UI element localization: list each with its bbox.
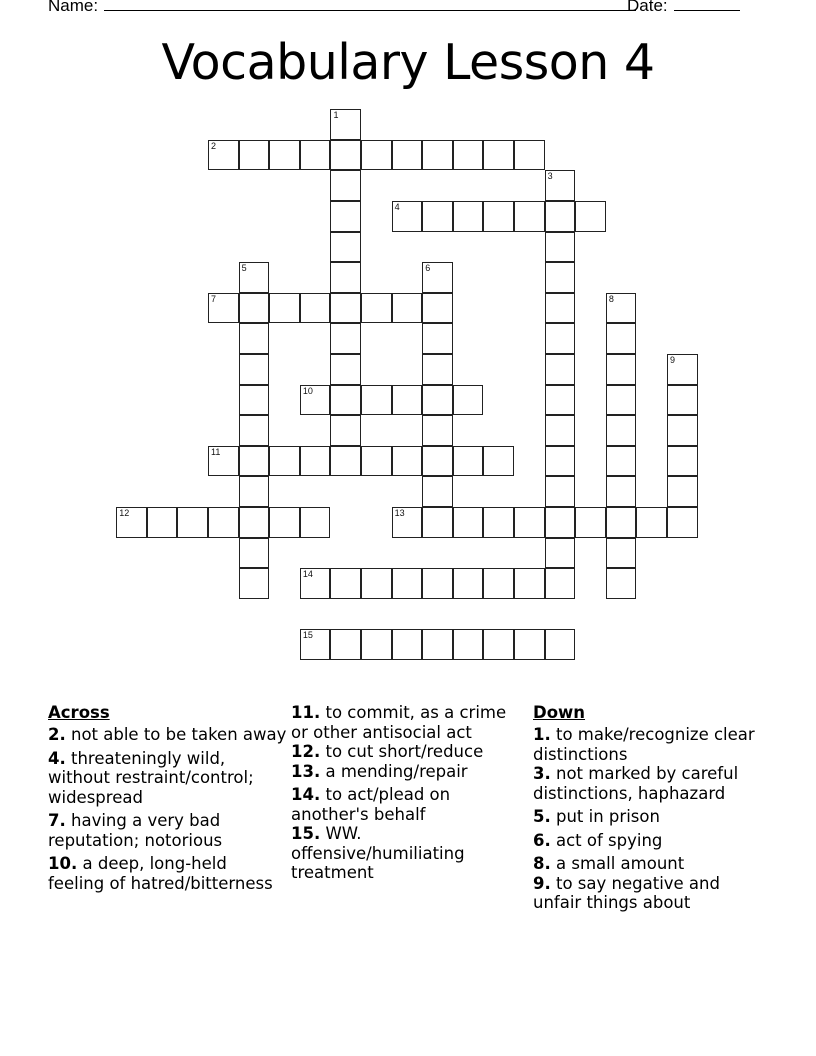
- date-blank-line[interactable]: [674, 0, 740, 11]
- clue-across-2: [48, 725, 288, 745]
- grid-cell[interactable]: [361, 446, 392, 477]
- grid-cell[interactable]: [208, 293, 239, 324]
- clue-number: 15.: [291, 824, 321, 843]
- clue-across-11: [291, 703, 526, 742]
- grid-cell[interactable]: [606, 476, 637, 507]
- clue-across-12: [291, 742, 526, 762]
- grid-cell[interactable]: [483, 446, 514, 477]
- grid-cell[interactable]: [239, 323, 270, 354]
- grid-cell[interactable]: [300, 293, 331, 324]
- grid-cell[interactable]: [422, 293, 453, 324]
- grid-cell[interactable]: [545, 415, 576, 446]
- grid-cell[interactable]: [606, 293, 637, 324]
- grid-cell[interactable]: [453, 446, 484, 477]
- across-heading: Across: [48, 703, 110, 722]
- clue-down-3: [533, 764, 773, 803]
- clue-text: to act/plead on another's behalf: [291, 785, 451, 824]
- crossword-grid: [117, 110, 717, 670]
- cell-number: 7: [211, 293, 217, 304]
- clue-number: 14.: [291, 785, 321, 804]
- grid-cell[interactable]: [361, 629, 392, 660]
- grid-cell[interactable]: [392, 568, 423, 599]
- grid-cell[interactable]: [330, 385, 361, 416]
- clue-text: act of spying: [556, 830, 663, 850]
- grid-cell[interactable]: [239, 262, 270, 293]
- grid-cell[interactable]: [422, 568, 453, 599]
- grid-cell[interactable]: [239, 385, 270, 416]
- grid-cell[interactable]: [545, 476, 576, 507]
- cell-number: 11: [211, 446, 221, 457]
- cell-number: 6: [425, 263, 431, 274]
- grid-cell[interactable]: [422, 507, 453, 538]
- grid-cell[interactable]: [239, 476, 270, 507]
- clue-down-8: [533, 854, 773, 874]
- grid-cell[interactable]: [392, 293, 423, 324]
- grid-cell[interactable]: [239, 507, 270, 538]
- grid-cell[interactable]: [392, 140, 423, 171]
- clue-text: a deep, long-held feeling of hatred/bitterness: [48, 854, 273, 893]
- clue-text: threateningly wild, without restraint/control; widespread: [48, 748, 254, 807]
- grid-cell[interactable]: [361, 293, 392, 324]
- grid-cell[interactable]: [545, 201, 576, 232]
- clue-number: 9.: [533, 873, 551, 893]
- name-blank-line[interactable]: [104, 0, 636, 11]
- grid-cell[interactable]: [422, 323, 453, 354]
- grid-cell[interactable]: [330, 232, 361, 263]
- clue-number: 3.: [533, 764, 551, 783]
- grid-cell[interactable]: [330, 293, 361, 324]
- grid-cell[interactable]: [545, 385, 576, 416]
- grid-cell[interactable]: [606, 446, 637, 477]
- grid-cell[interactable]: [606, 568, 637, 599]
- cell-number: 14: [302, 569, 313, 580]
- grid-cell[interactable]: [330, 354, 361, 385]
- grid-cell[interactable]: [269, 293, 300, 324]
- grid-cell[interactable]: [300, 507, 331, 538]
- grid-cell[interactable]: [514, 629, 545, 660]
- cell-number: 8: [608, 293, 614, 304]
- grid-cell[interactable]: [392, 385, 423, 416]
- grid-cell[interactable]: [300, 385, 331, 416]
- grid-cell[interactable]: [453, 568, 484, 599]
- grid-cell[interactable]: [545, 323, 576, 354]
- grid-cell[interactable]: [606, 323, 637, 354]
- grid-cell[interactable]: [422, 140, 453, 171]
- grid-cell[interactable]: [606, 415, 637, 446]
- clue-text: WW. offensive/humiliating treatment: [291, 824, 465, 882]
- grid-cell[interactable]: [422, 201, 453, 232]
- grid-cell[interactable]: [453, 385, 484, 416]
- grid-cell[interactable]: [606, 385, 637, 416]
- grid-cell[interactable]: [177, 507, 208, 538]
- grid-cell[interactable]: [422, 415, 453, 446]
- grid-cell[interactable]: [545, 629, 576, 660]
- clue-number: 5.: [533, 807, 551, 826]
- grid-cell[interactable]: [483, 568, 514, 599]
- grid-cell[interactable]: [330, 568, 361, 599]
- clue-down-9: [533, 874, 773, 913]
- cell-number: 10: [302, 385, 313, 396]
- down-heading: Down: [533, 703, 586, 722]
- grid-cell[interactable]: [514, 201, 545, 232]
- grid-cell[interactable]: [483, 201, 514, 232]
- grid-cell[interactable]: [392, 446, 423, 477]
- grid-cell[interactable]: [300, 629, 331, 660]
- clue-across-15: [291, 824, 526, 883]
- grid-cell[interactable]: [545, 354, 576, 385]
- clues-across-column-2: [291, 703, 526, 887]
- clue-number: 13.: [291, 761, 321, 781]
- name-field: [48, 0, 636, 16]
- grid-cell[interactable]: [392, 507, 423, 538]
- clue-number: 11.: [291, 703, 321, 722]
- grid-cell[interactable]: [545, 170, 576, 201]
- grid-cell[interactable]: [606, 538, 637, 569]
- grid-cell[interactable]: [300, 568, 331, 599]
- clue-across-14: [291, 785, 526, 824]
- grid-cell[interactable]: [453, 629, 484, 660]
- grid-cell[interactable]: [667, 415, 698, 446]
- clue-text: put in prison: [556, 807, 660, 826]
- grid-cell[interactable]: [422, 446, 453, 477]
- clue-number: 8.: [533, 854, 551, 873]
- grid-cell[interactable]: [453, 507, 484, 538]
- grid-cell[interactable]: [208, 507, 239, 538]
- clue-number: 7.: [48, 811, 66, 830]
- date-label: Date:: [627, 0, 668, 15]
- grid-cell[interactable]: [514, 507, 545, 538]
- clue-down-6: [533, 831, 773, 851]
- clue-number: 6.: [533, 830, 551, 850]
- clue-across-13: [291, 762, 526, 782]
- name-label: Name:: [48, 0, 99, 15]
- cell-number: 9: [670, 355, 676, 366]
- grid-cell[interactable]: [361, 140, 392, 171]
- grid-cell[interactable]: [361, 385, 392, 416]
- clue-text: a small amount: [556, 854, 685, 873]
- grid-cell[interactable]: [422, 354, 453, 385]
- grid-cell[interactable]: [300, 446, 331, 477]
- clue-text: to say negative and unfair things about: [533, 873, 720, 912]
- cell-number: 12: [119, 508, 130, 519]
- clue-down-5: [533, 807, 773, 827]
- grid-cell[interactable]: [361, 568, 392, 599]
- grid-cell[interactable]: [667, 354, 698, 385]
- clues-down-column: [533, 702, 773, 917]
- clue-text: to cut short/reduce: [325, 742, 484, 761]
- grid-cell[interactable]: [606, 354, 637, 385]
- clue-number: 1.: [533, 725, 551, 744]
- grid-cell[interactable]: [330, 323, 361, 354]
- grid-cell[interactable]: [514, 568, 545, 599]
- grid-cell[interactable]: [667, 385, 698, 416]
- date-field: [627, 0, 740, 16]
- grid-cell[interactable]: [239, 415, 270, 446]
- grid-cell[interactable]: [667, 446, 698, 477]
- clue-across-4: [48, 749, 288, 808]
- grid-cell[interactable]: [239, 538, 270, 569]
- clue-text: to commit, as a crime or other antisocial act: [291, 703, 507, 742]
- clue-down-1: [533, 725, 773, 764]
- grid-cell[interactable]: [330, 201, 361, 232]
- clue-across-10: [48, 854, 288, 893]
- grid-cell[interactable]: [330, 262, 361, 293]
- cell-number: 4: [394, 202, 400, 213]
- grid-cell[interactable]: [575, 201, 606, 232]
- grid-cell[interactable]: [606, 507, 637, 538]
- clue-number: 12.: [291, 742, 321, 761]
- grid-cell[interactable]: [545, 293, 576, 324]
- grid-cell[interactable]: [575, 507, 606, 538]
- clue-text: to make/recognize clear distinctions: [533, 725, 755, 764]
- grid-cell[interactable]: [514, 140, 545, 171]
- grid-cell[interactable]: [269, 140, 300, 171]
- grid-cell[interactable]: [330, 170, 361, 201]
- grid-cell[interactable]: [636, 507, 667, 538]
- grid-cell[interactable]: [545, 568, 576, 599]
- grid-cell[interactable]: [239, 568, 270, 599]
- grid-cell[interactable]: [392, 201, 423, 232]
- grid-cell[interactable]: [330, 109, 361, 140]
- grid-cell[interactable]: [453, 201, 484, 232]
- grid-cell[interactable]: [483, 140, 514, 171]
- grid-cell[interactable]: [545, 262, 576, 293]
- grid-cell[interactable]: [330, 140, 361, 171]
- grid-cell[interactable]: [667, 507, 698, 538]
- cell-number: 13: [394, 508, 405, 519]
- cell-number: 3: [547, 171, 553, 182]
- grid-cell[interactable]: [330, 629, 361, 660]
- clue-number: 2.: [48, 725, 66, 744]
- grid-cell[interactable]: [300, 140, 331, 171]
- grid-cell[interactable]: [239, 354, 270, 385]
- grid-cell[interactable]: [545, 446, 576, 477]
- clue-text: a mending/repair: [325, 761, 468, 781]
- clue-number: 10.: [48, 854, 78, 873]
- clue-text: having a very bad reputation; notorious: [48, 811, 223, 850]
- grid-cell[interactable]: [330, 415, 361, 446]
- page-title: Vocabulary Lesson 4: [161, 34, 655, 91]
- grid-cell[interactable]: [239, 446, 270, 477]
- clue-across-7: [48, 811, 288, 850]
- grid-cell[interactable]: [422, 262, 453, 293]
- grid-cell[interactable]: [239, 293, 270, 324]
- grid-cell[interactable]: [667, 476, 698, 507]
- clue-number: 4.: [48, 748, 66, 768]
- cell-number: 5: [241, 263, 247, 274]
- grid-cell[interactable]: [545, 507, 576, 538]
- cell-number: 15: [302, 630, 313, 641]
- grid-cell[interactable]: [422, 476, 453, 507]
- clue-text: not able to be taken away: [71, 725, 287, 744]
- grid-cell[interactable]: [239, 140, 270, 171]
- grid-cell[interactable]: [116, 507, 147, 538]
- grid-cell[interactable]: [208, 446, 239, 477]
- grid-cell[interactable]: [453, 140, 484, 171]
- grid-cell[interactable]: [392, 629, 423, 660]
- grid-cell[interactable]: [208, 140, 239, 171]
- grid-cell[interactable]: [545, 538, 576, 569]
- grid-cell[interactable]: [422, 385, 453, 416]
- grid-cell[interactable]: [483, 629, 514, 660]
- grid-cell[interactable]: [330, 446, 361, 477]
- grid-cell[interactable]: [269, 507, 300, 538]
- grid-cell[interactable]: [545, 232, 576, 263]
- grid-cell[interactable]: [269, 446, 300, 477]
- grid-cell[interactable]: [147, 507, 178, 538]
- cell-number: 1: [333, 110, 339, 121]
- clue-text: not marked by careful distinctions, haphazard: [533, 764, 739, 803]
- clues-across-column-1: [48, 702, 288, 897]
- cell-number: 2: [211, 140, 217, 151]
- grid-cell[interactable]: [483, 507, 514, 538]
- grid-cell[interactable]: [422, 629, 453, 660]
